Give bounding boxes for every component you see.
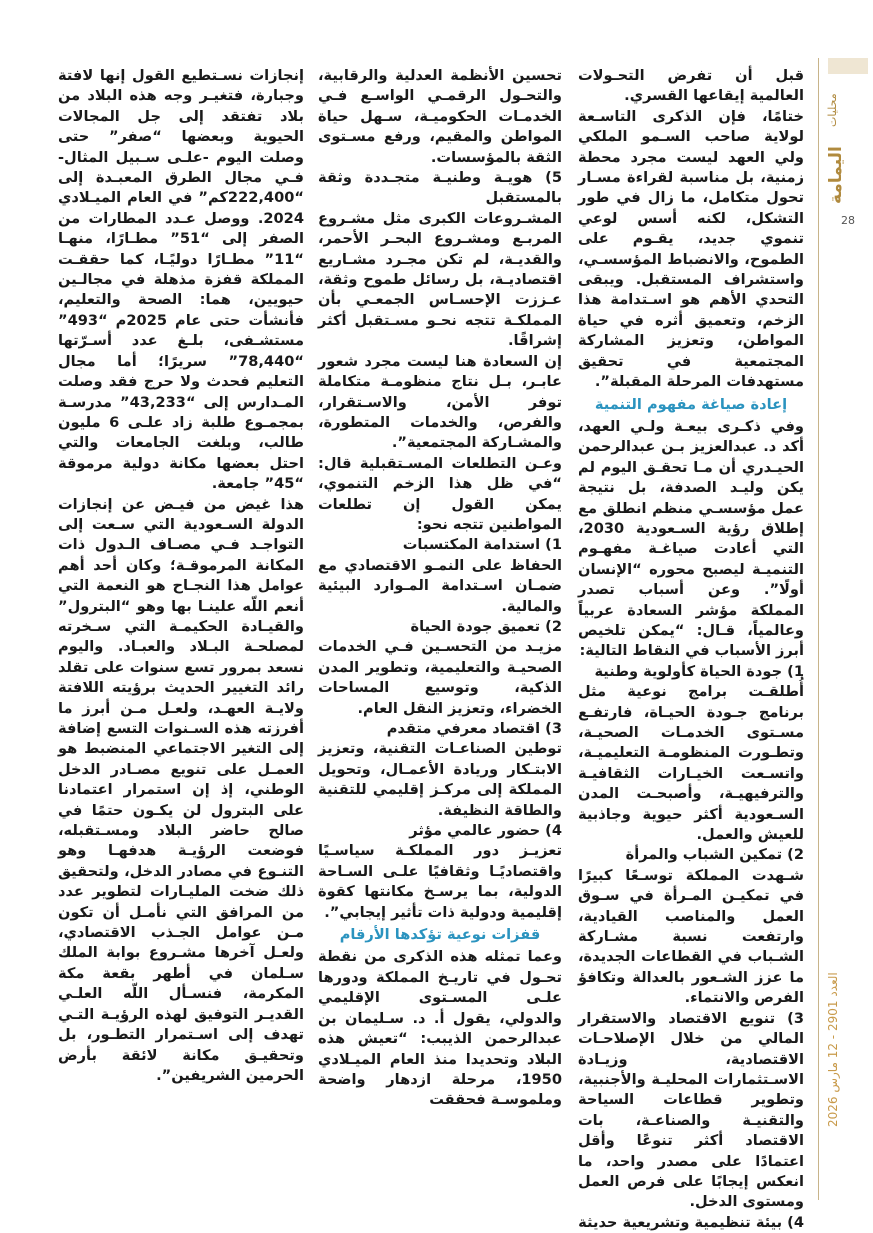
list-heading: 5) هويـة وطنيـة متجـددة وثقة بالمستقبل [318,169,562,207]
paragraph: هذا غيض من فيـض عن إنجازات الدولة السـعودية التي سـعت إلى التواجـد فـي مصـاف الـدول ذات المكانة المرموقـة؛ وكان أحد أهم عوامل هذا النجـاح هو النعمة التي أنعم اللّه علينـا بها وهو “البترول” والقيـادة الحكيمـة التي سـخرته لمصلحـة البـلاد والعبـاد. واليوم نسعد بمرور تسع سنوات على تقلد رائد التغيير الحديث برؤيته اللافتة ولايـة العهـد، ولعـل مـن أبرز ما أفرزته هذه السـنوات التسع إضافة إلى التغير الاجتماعي المنضبط هو العمـل على تنويع مصـادر الدخل الوطني، إذ إن استمرار اعتمادنا على البترول لن يكـون حتمًا في صالح حاضر البلاد ومسـتقبله، فوضعت الرؤيـة هدفهـا وهو التنـوع في مصادر الدخل، ولتحقيق ذلك ضخت المليـارات لتطوير عدد من المرافق التي نأمـل أن تكون مـن عوامل الجـذب الاقتصادي، ولعـل آخرها مشـروع بوابة الملك سـلمان في أطهر بقعة مكة المكرمة، فنسـأل اللّه العلـي القديـر التوفيق لهذه الرؤيـة التـي تهدف إلى اسـتمرار التطـور، بل وتحقيـق مكانة لائقة بأرض الحرمين الشريفين”. [58,495,304,1084]
page-number: 28 [841,214,855,227]
paragraph: الحفاظ على النمـو الاقتصادي مع ضمـان اسـتدامة المـوارد البيئية والمالية. [318,556,562,615]
list-heading: 3) اقتصاد معرفي متقدم [386,720,562,737]
list-heading: 2) تمكين الشباب والمرأة [625,846,804,864]
paragraph: مزيـد من التحسـين فـي الخدمات الصحيـة والتعليمية، وتطوير المدن الذكية، وتوسيع المساحات الخضراء، وتعزيز النقل العام. [318,638,562,717]
paragraph: وعـن التطلعات المسـتقبلية قال: “في ظل هذا الزخم التنموي، يمكن القول إن تطلعات المواطنين تتجه نحو: [318,454,562,533]
column-middle [318,66,562,1111]
paragraph: إنجازات نسـتطيع القول إنها لافتة وجبارة، فتغيـر وجه هذه البلاد من بلاد تفتقد إلى جل المجالات الحيوية وبعضها “صفر” حتى وصلت اليوم -علـى سـبيل المثال- فـي مجال الطرق المعبـدة إلى “222,400كم” في العام الميـلادي 2024. ووصل عـدد المطارات من الصفر إلى “51” مطـارًا، منهـا “11” مطـارًا دوليًـا، كما حققـت المملكة قفزة مذهلة في مجالـين حيويين، هما: الصحة والتعليم، فأنشأت حتى عام 2025م “493” مستشـفى، بلـغ عدد أسـرّتها “78,440” سريرًا؛ أما مجال التعليم فحدث ولا حرج فقد وصلت المـدارس إلى “43,233” مدرسـة بمجمـوع طلبة زاد علـى 6 مليون طالب، وبلغت الجامعات والتي احتل بعضها مكانة دولية مرموقة “45” جامعة. [58,67,305,493]
paragraph: أُطلقـت برامج نوعية مثل برنامج جـودة الحيـاة، فارتفـع مسـتوى الخدمـات الصحيـة، وتطـورت المنظومـة التعليميـة، واتسـعت الخيـارات الثقافيـة والترفيهيـة، وأصبحـت المدن السـعودية أكثر حيوية وجاذبية للعيش والعمل. [578,683,804,844]
sidebar-top-bar [828,58,868,74]
paragraph: تحسين الأنظمة العدلية والرقابية، والتحـول الرقمـي الواسـع فـي الخدمـات الحكوميـة، سـهل حياة المواطن والمقيم، ورفع مسـتوى الثقة بالمؤسسات. [318,67,562,166]
paragraph: وعما تمثله هذه الذكرى من نقطة تحـول في تاريـخ المملكة ودورها علـى المسـتوى الإقليمي والدولي، يقول أ. د. سـليمان بن عبدالرحمن الذيبب: “تعيش هذه البلاد وتحديدا منذ العام الميـلادي 1950، مرحلة ازدهار واضحة وملموسـة فحققت [318,948,562,1109]
section-label: محليات [826,93,839,127]
paragraph: شـهدت المملكة توسـعًا كبيرًا في تمكيـن المـرأة في سـوق العمل والمناصب القيادية، وارتفعت نسبة مشـاركة الشـباب في القطاعات الجديدة، ما عزز الشـعور بالعدالة وتكافؤ الفرص والانتماء. [578,866,804,1007]
list-heading: 2) تعميق جودة الحياة [410,617,562,635]
list-heading: 4) بيئة تنظيمية وتشريعية حديثة [578,1213,804,1231]
magazine-logo: اليمامة [826,146,846,204]
list-heading: 1) استدامة المكتسبات [402,536,562,554]
list-heading: 1) جودة الحياة كأولوية وطنية [594,662,804,680]
column-left [58,66,304,1086]
paragraph: ختامًا، فإن الذكرى التاسـعة لولاية صاحب السـمو الملكي ولي العهد ليست مجرد محطة زمنية، بل مناسبة لقراءة مسـار تحول متكامل، ما زال في طور التشكل، لكنه أسس لوعي تنموي جديد، يقـوم على الطموح، والانضباط المؤسسـي، واستشراف المستقبل. ويبقى التحدي الأهم هو اسـتدامة هذا الزخم، وتعميق أثره في حياة المواطن، وتعزيز المشاركة المجتمعية في تحقيق مستهدفات المرحلة المقبلة”. [578,107,804,391]
issue-date: العدد 2901 - 12 مارس 2026 [826,972,840,1128]
sidebar-divider [818,58,819,1200]
paragraph: إن السعادة هنا ليست مجرد شعور عابـر، بـل نتاج منظومـة متكاملة توفر الأمن، والاسـتقرار، والفرص، والخدمات المتطورة، والمشـاركة المجتمعية”. [318,352,562,452]
subheading: إعادة صياغة مفهوم التنمية [594,395,788,413]
paragraph: توطين الصناعـات التقنية، وتعزيز الابتـكار وريادة الأعمـال، وتحويل المملكة إلى مركـز إقليمي للتقنية والطاقة النظيفة. [318,740,562,819]
paragraph: 3) تنويع الاقتصاد والاستقرار المالي من خلال الإصلاحـات الاقتصادية، وزيـادة الاسـتثمارات المحليـة والأجنبية، وتطوير قطاعات السياحة والتقنيـة والصناعـة، بات الاقتصاد أكثر تنوعًا وأقل اعتمادًا على مصدر واحد، ما انعكس إيجابًا على فرص العمل ومستوى الدخل. [578,1009,804,1211]
paragraph: المشـروعات الكبرى مثل مشـروع المربـع ومشـروع البحـر الأحمر، والقديـة، لم تكن مجـرد مشـاريع اقتصاديـة، بل رسائل طموح وثقة، عـززت الإحسـاس الجمعـي بأن المملكـة تتجه نحـو مسـتقبل أكثر إشراقًا. [318,209,562,350]
list-heading: 4) حضور عالمي مؤثر [409,822,562,840]
column-right [578,66,804,1233]
subheading: قفزات نوعية تؤكدها الأرقام [339,926,541,944]
paragraph: قبل أن تفرض التحـولات العالمية إيقاعها القسري. [578,67,804,105]
paragraph: تعزيـز دور المملكـة سياسـيًا واقتصاديًـا وثقافيًا علـى السـاحة الدولية، بما يرسـخ مكانتها كقوة إقليمية ودولية ذات تأثير إيجابي”. [318,842,562,921]
paragraph: وفي ذكـرى بيعـة ولـي العهد، أكد د. عبدالعزيز بـن عبدالرحمن الحيـدري أن مـا تحقـق اليوم لم يكن وليـد الصدفة، بل نتيجة عمل مؤسسـي منظم انطلق مع إطلاق رؤية السـعودية 2030، التي أعادت صياغـة مفهـوم التنميـة ليصبح محوره “الإنسان أولًا”. وعن أسباب تصدر المملكة مؤشر السعادة عربياً وعالمياً، قـال: “يمكن تلخيص أبرز الأسباب في النقاط التالية: [578,417,804,660]
